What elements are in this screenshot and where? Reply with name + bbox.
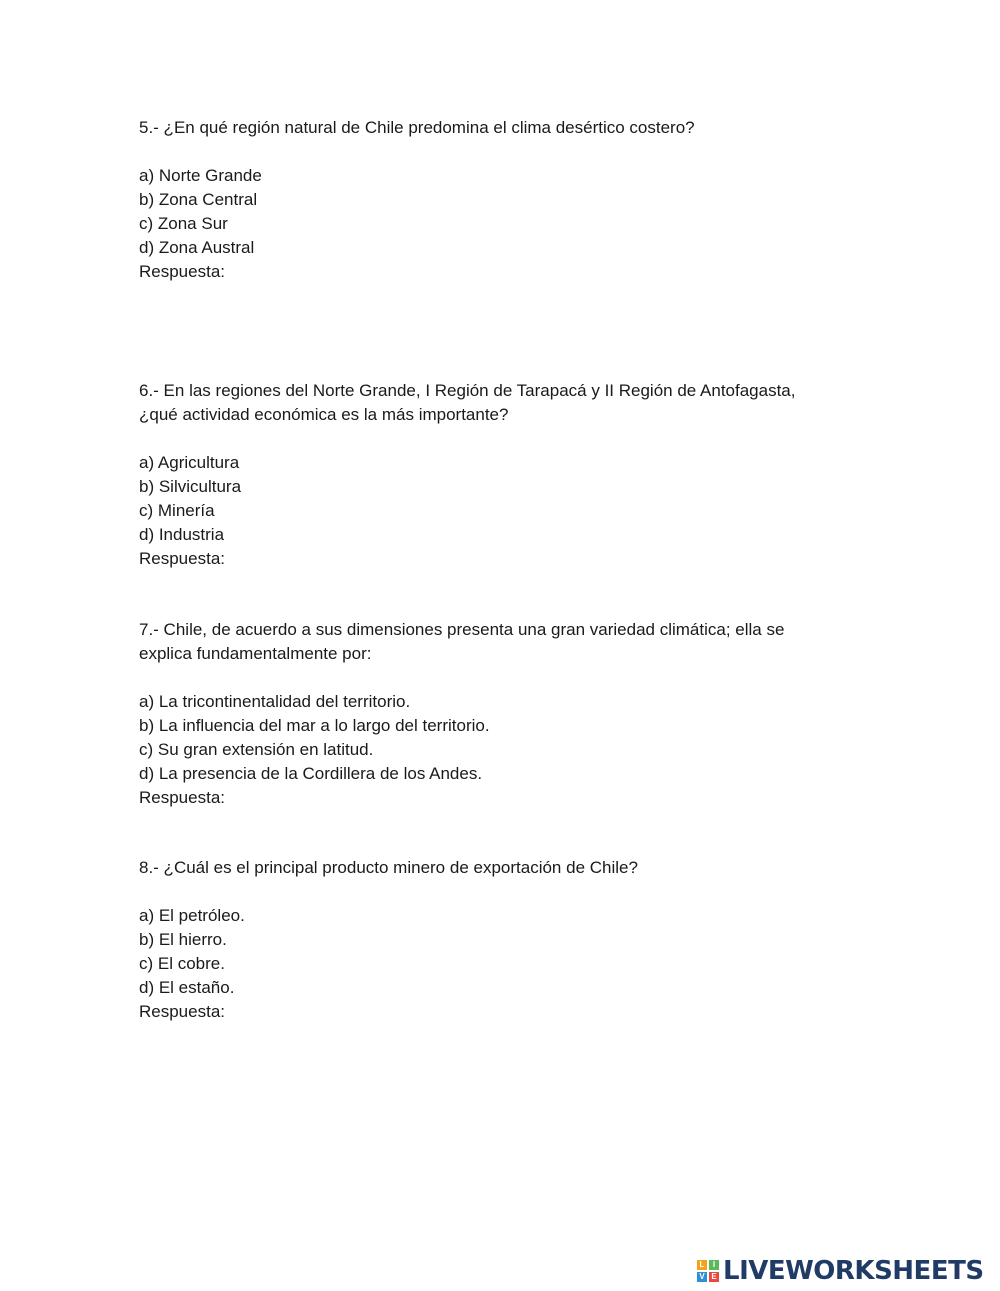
liveworksheets-brand [697,1256,984,1286]
option-d: d) Industria [139,525,225,544]
option-c: c) Su gran extensión en latitud. [139,740,374,759]
liveworksheets-logo-icon [697,1260,719,1282]
option-d: d) El estaño. [139,978,235,997]
answer-label: Respuesta: [139,262,225,281]
brand-name: LIVEWORKSHEETS [723,1256,984,1286]
answer-label: Respuesta: [139,549,225,568]
logo-letter-v: V [697,1272,707,1282]
option-a: a) Agricultura [139,453,240,472]
option-b: b) Zona Central [139,190,258,209]
answer-label: Respuesta: [139,1002,225,1021]
option-c: c) El cobre. [139,954,225,973]
option-c: c) Minería [139,501,215,520]
answer-label: Respuesta: [139,788,225,807]
question-prompt: explica fundamentalmente por: [139,644,372,663]
option-a: a) El petróleo. [139,906,245,925]
option-b: b) Silvicultura [139,477,242,496]
option-d: d) La presencia de la Cordillera de los Andes. [139,764,483,783]
question-prompt: ¿qué actividad económica es la más importante? [139,405,509,424]
option-d: d) Zona Austral [139,238,255,257]
question-prompt: 5.- ¿En qué región natural de Chile predomina el clima desértico costero? [139,118,695,137]
question-8 [139,856,839,1024]
option-c: c) Zona Sur [139,214,228,233]
question-6 [139,379,839,571]
question-prompt: 7.- Chile, de acuerdo a sus dimensiones presenta una gran variedad climática; ella se [139,620,785,639]
option-b: b) La influencia del mar a lo largo del territorio. [139,716,490,735]
question-7 [139,618,839,810]
logo-letter-e: E [709,1272,719,1282]
option-a: a) Norte Grande [139,166,262,185]
question-prompt: 6.- En las regiones del Norte Grande, I Región de Tarapacá y II Región de Antofagasta, [139,381,796,400]
question-5 [139,116,839,284]
option-a: a) La tricontinentalidad del territorio. [139,692,411,711]
logo-letter-l: L [697,1260,707,1270]
question-prompt: 8.- ¿Cuál es el principal producto minero de exportación de Chile? [139,858,638,877]
option-b: b) El hierro. [139,930,227,949]
logo-letter-i: I [709,1260,719,1270]
